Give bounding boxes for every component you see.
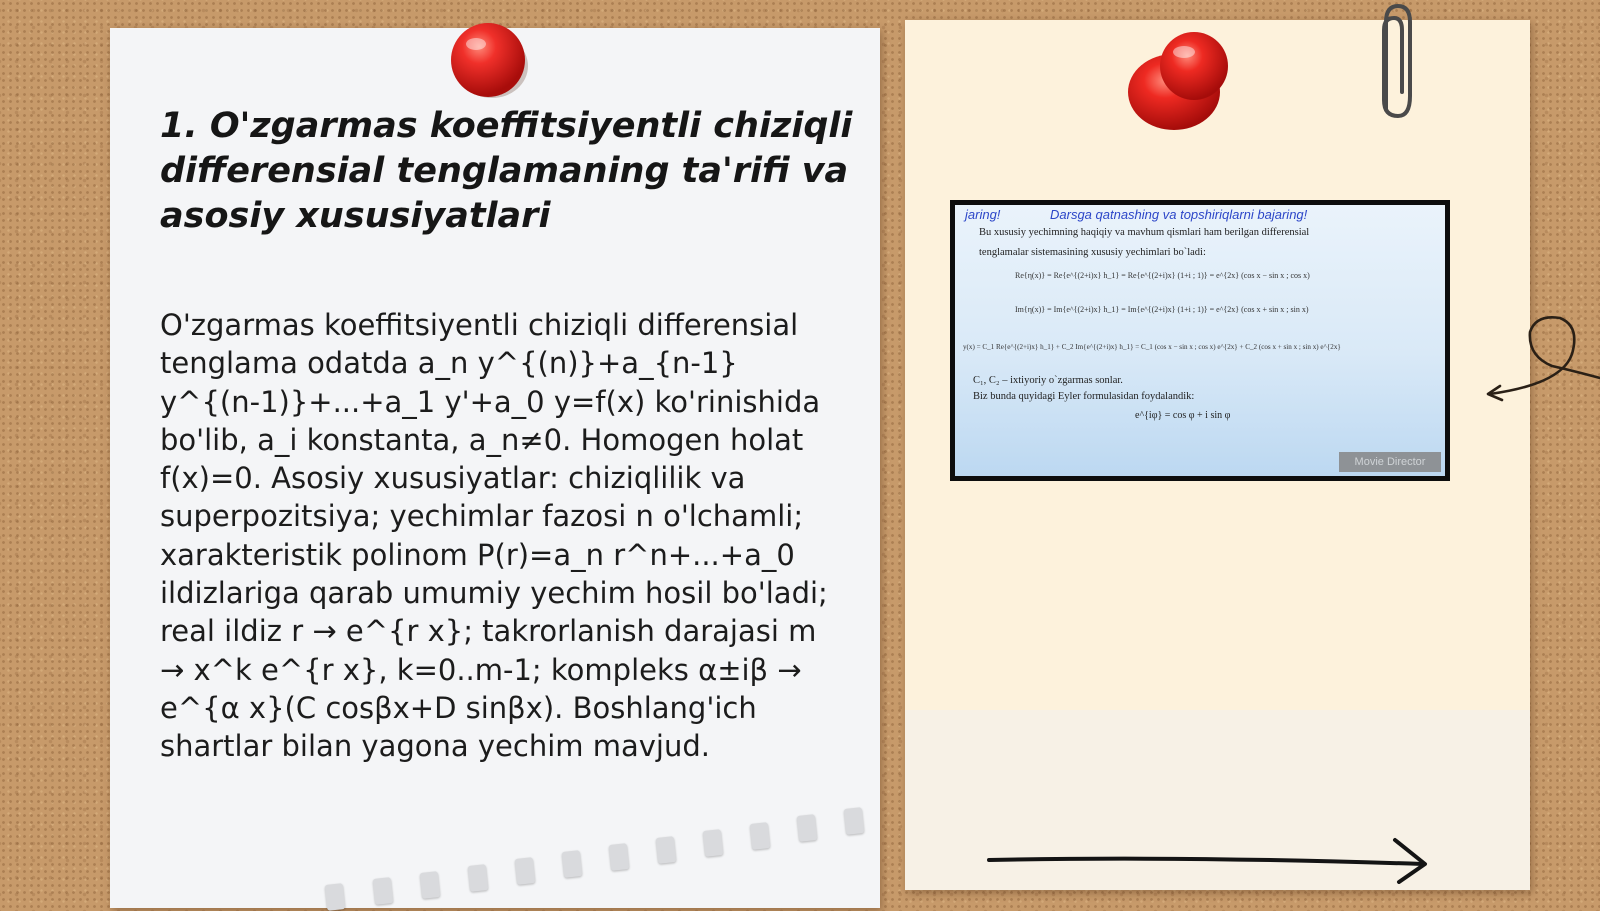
slide-title: Darsga qatnashing va topshiriqlarni bajaring!: [1050, 207, 1308, 222]
lecture-slide-photo: [950, 200, 1450, 481]
slide-text-line: C₁, C₂ – ixtiyoriy o`zgarmas sonlar.: [973, 375, 1123, 386]
red-pushpin-icon: [448, 18, 532, 102]
arrow-right-icon: [985, 834, 1445, 884]
section-heading: 1. O'zgarmas koeffitsiyentli chiziqli differensial tenglamaning ta'rifi va asosiy xususiyatlari: [160, 106, 853, 236]
section-body-text: O'zgarmas koeffitsiyentli chiziqli differensial tenglama odatda a_n y^{(n)}+a_{n-1} y^{(n-1)}+...+a_1 y'+a_0 y=f(x) ko'rinishida bo'lib, a_i konstanta, a_n≠0. Homogen holat f(x)=0. Asosiy xususiyatlar: chiziqlilik va superpozitsiya; yechimlar fazosi n o'lchamli; xarakteristik polinom P(r)=a_n r^n+...+a_0 ildizlariga qarab umumiy yechim hosil bo'ladi; real ildiz r → e^{r x}; takrorlanish darajasi m → x^k e^{r x}, k=0..m-1; kompleks α±iβ → e^{α x}(C cosβx+D sinβx). Boshlang'ich shartlar bilan yagona yechim mavjud.: [160, 308, 828, 764]
lecture-slide-screen: [955, 205, 1445, 476]
paperclip-icon: [1372, 0, 1422, 125]
slide-title-bar: [955, 207, 1445, 223]
red-pushpin-icon: [1120, 28, 1240, 138]
slide-text-line: tenglamalar sistemasining xususiy yechimlari bo`ladi:: [979, 247, 1206, 258]
slide-formula-im: Im{η(x)} = Im{e^{(2+i)x} h_1} = Im{e^{(2+i)x} (1+i ; 1)} = e^{2x} (cos x + sin x ; sin x): [1015, 305, 1309, 314]
watermark-badge: Movie Director: [1339, 452, 1441, 472]
slide-formula-re: Re{η(x)} = Re{e^{(2+i)x} h_1} = Re{e^{(2+i)x} (1+i ; 1)} = e^{2x} (cos x − sin x ; cos x): [1015, 271, 1310, 280]
slide-title-fragment: jaring!: [965, 207, 1001, 222]
slide-text-line: Bu xususiy yechimning haqiqiy va mavhum qismlari ham berilgan differensial: [979, 227, 1310, 238]
hand-drawn-loop-arrow-icon: [1480, 310, 1600, 410]
slide-euler-formula: e^{iφ} = cos φ + i sin φ: [1135, 410, 1231, 421]
slide-text-line: Biz bunda quyidagi Eyler formulasidan foydalandik:: [973, 391, 1195, 402]
slide-formula-general-solution: y(x) = C_1 Re{e^{(2+i)x} h_1} + C_2 Im{e^{(2+i)x} h_1} = C_1 (cos x − sin x ; cos x) e^{2x} + C_2 (cos x + sin x ; sin x) e^{2x}: [963, 343, 1341, 351]
